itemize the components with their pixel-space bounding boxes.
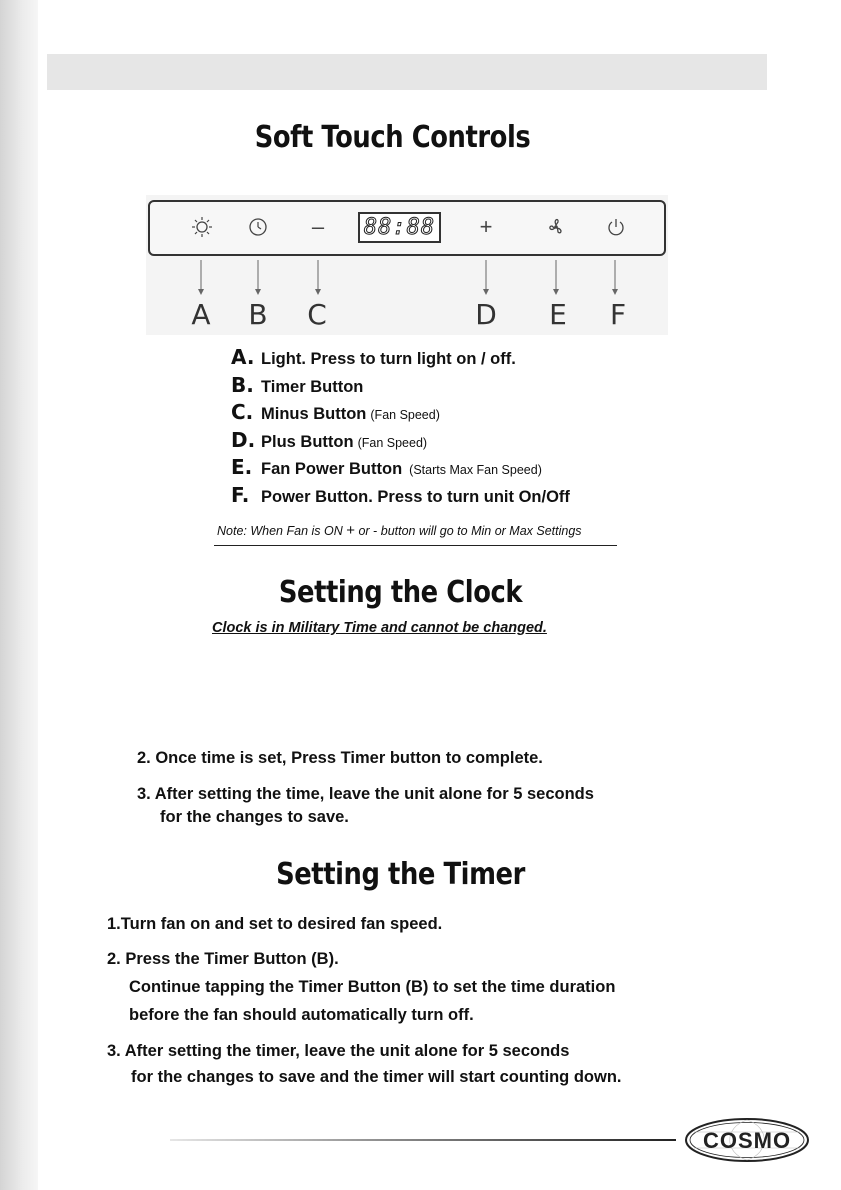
timer-step-2-cont: Continue tapping the Timer Button (B) to set the time duration [129,978,616,996]
callout-a: A [191,298,211,331]
legend-item [231,428,570,456]
legend-letter: E. [231,455,253,480]
heading-setting-the-clock: Setting the Clock [278,575,523,610]
fan-icon[interactable] [544,214,568,240]
legend-note: (Fan Speed) [370,408,440,423]
timer-step-2: 2. Press the Timer Button (B). [107,950,339,968]
legend-text: Light. Press to turn light on / off. [261,350,516,368]
callout-c: C [307,298,327,331]
legend-text: Timer Button [261,377,364,396]
arrow-d [482,260,490,296]
controls-legend [231,345,570,511]
callout-f: F [609,298,627,331]
legend-item [231,345,570,373]
callout-d: D [475,298,497,331]
arrow-a [197,260,205,296]
note-plus: + [346,522,355,539]
note-prefix: Note: When Fan is ON [217,524,343,538]
legend-note: (Fan Speed) [357,435,428,450]
legend-text: Plus Button [261,432,354,451]
legend-item [231,373,570,401]
legend-text: Fan Power Button [261,460,403,479]
footer-rule [170,1139,676,1141]
timer-step-3: 3. After setting the timer, leave the unit alone for 5 seconds [107,1042,570,1060]
clock-step-3-cont: for the changes to save. [160,808,349,826]
callout-b: B [248,298,268,331]
legend-text: Minus Button [261,405,367,424]
note-or: or [358,524,370,538]
plus-icon[interactable]: + [479,214,493,239]
clock-display: 88:88 [358,212,441,243]
legend-letter: B. [231,372,254,397]
military-time-note: Clock is in Military Time and cannot be changed. [212,620,547,636]
clock-step-3: 3. After setting the time, leave the unit alone for 5 seconds [137,785,594,803]
legend-item [231,400,570,428]
arrow-e [552,260,560,296]
logo-text: COSMO [702,1128,792,1153]
callout-e: E [549,298,567,331]
clock-step-2: 2. Once time is set, Press Timer button to complete. [137,749,543,767]
legend-letter: D. [231,427,256,452]
legend-item [231,455,570,483]
header-bar [47,54,767,90]
note-suffix: button will go to Min or Max Settings [380,524,582,538]
arrow-f [611,260,619,296]
minus-icon[interactable]: – [311,214,325,239]
light-icon[interactable] [190,214,214,240]
timer-step-2-cont-2: before the fan should automatically turn off. [129,1006,474,1024]
timer-step-3-cont: for the changes to save and the timer will start counting down. [131,1068,622,1086]
page-spine-shadow [0,0,38,1190]
legend-letter: C. [231,400,254,425]
arrow-b [254,260,262,296]
note-minus: - [373,524,378,538]
timer-icon[interactable] [246,214,270,240]
heading-soft-touch-controls: Soft Touch Controls [254,120,531,155]
legend-letter: F. [231,482,250,507]
legend-letter: A. [231,345,255,369]
arrow-c [314,260,322,296]
cosmo-logo [684,1117,810,1163]
legend-text: Power Button. Press to turn unit On/Off [261,487,570,506]
fan-settings-note [214,522,617,546]
legend-note: (Starts Max Fan Speed) [409,463,542,478]
power-icon[interactable] [604,214,628,240]
heading-setting-the-timer: Setting the Timer [276,857,525,892]
timer-step-1: 1.Turn fan on and set to desired fan speed. [107,915,443,933]
legend-item [231,483,570,511]
